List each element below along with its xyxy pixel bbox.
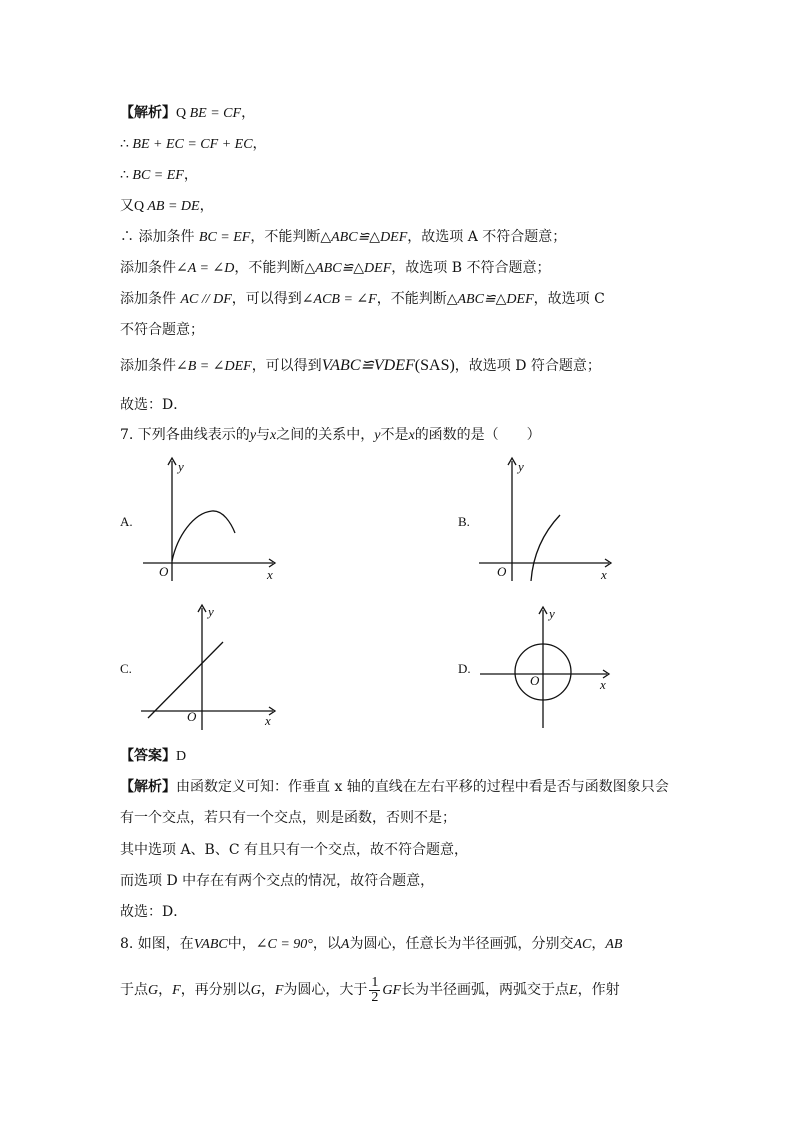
y-axis-label: y (208, 604, 214, 619)
analysis2-line-1 (120, 777, 669, 797)
text: 不是 (380, 427, 409, 443)
text: 添加条件 (134, 229, 199, 245)
var-x: x (408, 428, 415, 443)
analysis-label: 【解析】 (120, 105, 176, 121)
answer-value: D (176, 749, 187, 764)
var-y: y (374, 428, 381, 443)
y-axis-label: y (518, 459, 524, 474)
text: 之间的关系中， (276, 427, 375, 443)
math-expr: BE = CF (186, 106, 242, 121)
graph-b (475, 455, 625, 590)
analysis-line-5 (120, 227, 566, 248)
text: ，以 (312, 936, 341, 952)
congruence-expr: △ABC≌△DEF (320, 230, 408, 245)
angle-expr: ∠ACB = ∠F (301, 292, 377, 307)
x-axis-label: x (600, 677, 606, 692)
therefore-symbol: ∴ (120, 136, 129, 152)
text: 8. 如图，在 (120, 936, 194, 952)
graph-c (135, 600, 285, 735)
point-a: A (340, 937, 350, 952)
text: 为圆心，任意长为半径画弧，分别交 (349, 936, 574, 952)
text: 有一个交点，若只有一个交点，则是函数，否则不是； (120, 810, 456, 826)
triangle-expr: VABC (193, 937, 228, 952)
fraction-half (369, 976, 380, 1005)
question-8-line-2 (120, 972, 620, 1009)
text: 为圆心，大于 (283, 982, 368, 998)
analysis-line-1 (120, 103, 255, 124)
line-c (148, 642, 223, 718)
because-symbol: Q (176, 106, 187, 121)
answer-line (120, 746, 186, 767)
math-expr: ∠A = ∠D (176, 261, 235, 276)
x-axis-label: x (265, 713, 271, 728)
congruence-expr: △ABC≌△DEF (304, 261, 392, 276)
math-expr: BE + EC = CF + EC (128, 137, 253, 152)
punct: ， (241, 105, 256, 121)
text: 不符合题意； (120, 322, 204, 338)
origin-label: O (159, 564, 169, 579)
text: 添加条件 (120, 260, 176, 276)
fraction-denominator: 2 (371, 989, 379, 1005)
text: 故选：D． (120, 904, 188, 920)
text: ，故选项 B 不符合题意； (391, 260, 551, 276)
text: ，不能判断 (376, 291, 447, 307)
curve-b (531, 515, 560, 581)
origin-label: O (187, 709, 197, 724)
angle-expr: ∠C = 90° (255, 937, 313, 952)
text: 其中选项 A、B、C 有且只有一个交点，故不符合题意， (120, 842, 469, 858)
x-axis-label: x (267, 567, 273, 582)
point-f: F (274, 983, 284, 998)
math-expr: ∠B = ∠DEF (176, 359, 252, 374)
segment-gf: GF (382, 983, 402, 998)
question-7-stem (120, 425, 541, 446)
analysis2-line-2 (120, 808, 456, 828)
x-axis-label: x (601, 567, 607, 582)
sas-label: (SAS) (414, 357, 455, 374)
text: ， (260, 982, 275, 998)
because-symbol: Q (134, 199, 145, 214)
text: 于点 (120, 982, 148, 998)
text: 添加条件 (120, 358, 176, 374)
analysis2-line-5 (120, 902, 187, 922)
analysis-line-6 (120, 258, 550, 279)
text: ，再分别以 (180, 982, 251, 998)
text: ，故选项 A 不符合题意； (407, 229, 567, 245)
point-g: G (148, 983, 159, 998)
option-c-label: C. (120, 661, 132, 676)
analysis-line-9 (120, 356, 601, 377)
congruence-expr: △ABC≌△DEF (446, 292, 534, 307)
analysis2-line-4 (120, 871, 434, 891)
analysis-line-3 (120, 165, 198, 186)
segment-ab: AB (605, 937, 623, 952)
text: ，可以得到 (251, 358, 322, 374)
curve-a (172, 511, 235, 561)
graph-d (475, 600, 625, 735)
point-e: E (569, 983, 578, 998)
option-b-label: B. (458, 514, 470, 529)
question-8-line-1 (120, 934, 622, 955)
text: 添加条件 (120, 291, 181, 307)
point-f: F (172, 983, 181, 998)
text: ，作射 (577, 982, 620, 998)
var-y: y (249, 428, 257, 443)
math-expr: BC = EF (128, 168, 184, 183)
analysis-line-4 (120, 196, 214, 217)
analysis-line-2 (120, 134, 267, 155)
math-expr: BC = EF (198, 230, 251, 245)
punct: ， (199, 198, 214, 214)
text: ，故选项 D 符合题意； (454, 358, 601, 374)
math-expr: AC // DF (180, 292, 232, 307)
text: ， (591, 936, 606, 952)
text: 7. 下列各曲线表示的 (120, 427, 250, 443)
text: ，不能判断 (250, 229, 321, 245)
segment-ac: AC (573, 937, 592, 952)
analysis-label: 【解析】 (120, 779, 176, 795)
text: 长为半径画弧，两弧交于点 (401, 982, 570, 998)
graph-a (135, 455, 285, 590)
option-a-label: A. (120, 514, 133, 529)
point-g: G (250, 983, 261, 998)
punct: ， (252, 136, 267, 152)
math-expr: AB = DE (144, 199, 200, 214)
y-axis-label: y (549, 606, 555, 621)
text: 故选：D． (120, 397, 188, 413)
text: 中， (227, 936, 256, 952)
text: 又 (120, 198, 134, 214)
analysis-line-8 (120, 320, 204, 340)
option-d-label: D. (458, 661, 471, 676)
text: ，故选项 C (533, 291, 605, 307)
text: 由函数定义可知：作垂直 x 轴的直线在左右平移的过程中看是否与函数图象只会 (176, 779, 669, 795)
therefore-symbol: ∴ (120, 167, 129, 183)
punct: ， (183, 167, 198, 183)
origin-label: O (497, 564, 507, 579)
text: ， (158, 982, 173, 998)
var-x: x (270, 428, 277, 443)
fraction-numerator: 1 (371, 974, 379, 990)
text: 与 (256, 427, 271, 443)
y-axis-label: y (178, 459, 184, 474)
analysis2-line-3 (120, 840, 468, 860)
text: 而选项 D 中存在有两个交点的情况，故符合题意， (120, 873, 435, 889)
analysis-line-7 (120, 289, 605, 310)
origin-label: O (530, 673, 540, 688)
answer-label: 【答案】 (120, 748, 176, 764)
congruence-expr: VABC≌VDEF (321, 357, 415, 374)
text: ，可以得到 (231, 291, 302, 307)
text: ，不能判断 (234, 260, 305, 276)
text: 的函数的是（ ） (414, 427, 541, 443)
therefore-symbol: ∴ (120, 229, 134, 245)
analysis-line-10 (120, 395, 187, 415)
